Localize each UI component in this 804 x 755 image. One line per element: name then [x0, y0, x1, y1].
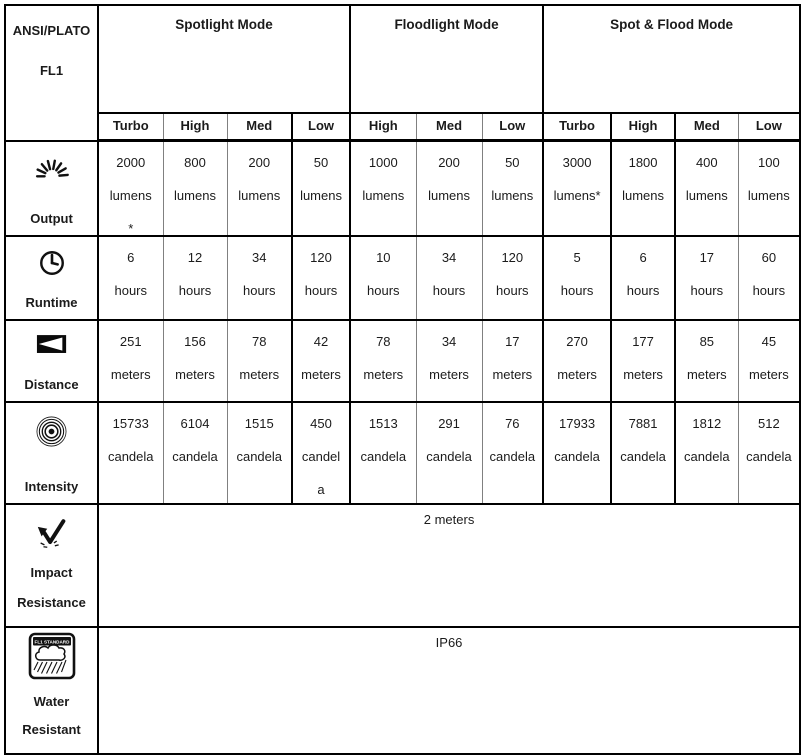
row-label-runtime — [5, 236, 98, 320]
spec-cell: 17 hours — [675, 236, 738, 320]
spec-cell: 85 meters — [675, 320, 738, 402]
spec-cell: 78 meters — [227, 320, 292, 402]
spec-cell: 7881 candela — [611, 402, 675, 504]
fl1-badge-label: FL1 STANDARD — [34, 639, 70, 644]
spec-cell: 6 hours — [611, 236, 675, 320]
corner-title — [6, 6, 97, 139]
corner-line-1: ANSI/PLATO — [6, 14, 97, 54]
row-label: Runtime — [26, 295, 78, 310]
spec-cell: 1000 lumens — [350, 141, 416, 237]
spec-cell: 34 meters — [416, 320, 482, 402]
runtime-row — [5, 236, 800, 320]
row-label-impact — [5, 504, 98, 627]
water-resistant-icon — [28, 632, 76, 680]
row-label: Distance — [24, 377, 78, 392]
level-header: High — [350, 113, 416, 141]
spec-cell: 800 lumens — [163, 141, 227, 237]
spec-cell: 15733 candela — [98, 402, 163, 504]
water-value-cell — [98, 627, 800, 754]
spec-cell: 5 hours — [543, 236, 611, 320]
spec-cell: 200 lumens — [227, 141, 292, 237]
spec-cell: 45 meters — [738, 320, 800, 402]
spec-cell: 6 hours — [98, 236, 163, 320]
row-label-distance — [5, 320, 98, 402]
spec-cell: 34 hours — [227, 236, 292, 320]
beam-distance-icon — [36, 333, 68, 356]
level-header: Low — [292, 113, 350, 141]
spec-cell: 177 meters — [611, 320, 675, 402]
light-rays-icon — [34, 154, 70, 180]
row-label: Resistance — [17, 595, 86, 610]
spec-cell: 1812 candela — [675, 402, 738, 504]
row-label: Intensity — [25, 479, 78, 494]
spec-cell: 42 meters — [292, 320, 350, 402]
level-header-row — [5, 113, 800, 141]
row-label: Impact — [31, 565, 73, 580]
spec-cell: 6104 candela — [163, 402, 227, 504]
spec-cell: 17 meters — [482, 320, 543, 402]
spec-cell: 12 hours — [163, 236, 227, 320]
spec-cell: 2000 lumens * — [98, 141, 163, 237]
mode-header-row — [5, 5, 800, 113]
impact-value-cell — [98, 504, 800, 627]
spec-cell: 120 hours — [482, 236, 543, 320]
spec-cell: 34 hours — [416, 236, 482, 320]
level-header: Med — [675, 113, 738, 141]
impact-row — [5, 504, 800, 627]
spec-cell: 291 candela — [416, 402, 482, 504]
fl1-spec-table — [4, 4, 801, 755]
spec-cell: 400 lumens — [675, 141, 738, 237]
spec-cell: 270 meters — [543, 320, 611, 402]
level-header: Low — [738, 113, 800, 141]
level-header: High — [163, 113, 227, 141]
row-label: Water — [34, 694, 70, 709]
spec-cell: 1800 lumens — [611, 141, 675, 237]
distance-row — [5, 320, 800, 402]
mode-header-spot-and-flood: Spot & Flood Mode — [543, 5, 800, 113]
level-header: Med — [416, 113, 482, 141]
spec-cell: 450 candel a — [292, 402, 350, 504]
water-value: IP66 — [99, 628, 799, 753]
row-label-intensity — [5, 402, 98, 504]
output-row — [5, 141, 800, 237]
row-label: Output — [30, 211, 73, 226]
spec-cell: 156 meters — [163, 320, 227, 402]
water-row — [5, 627, 800, 754]
spec-cell: 78 meters — [350, 320, 416, 402]
spec-cell: 100 lumens — [738, 141, 800, 237]
impact-resistance-icon — [34, 517, 70, 550]
corner-cell — [5, 5, 98, 141]
corner-line-2: FL1 — [6, 54, 97, 94]
level-header: Med — [227, 113, 292, 141]
level-header: Turbo — [98, 113, 163, 141]
spec-cell: 512 candela — [738, 402, 800, 504]
clock-icon — [38, 249, 66, 277]
spec-cell: 1513 candela — [350, 402, 416, 504]
mode-header-floodlight: Floodlight Mode — [350, 5, 543, 113]
spec-cell: 76 candela — [482, 402, 543, 504]
impact-value: 2 meters — [99, 505, 799, 626]
spec-cell: 50 lumens — [482, 141, 543, 237]
spec-cell: 50 lumens — [292, 141, 350, 237]
spec-cell: 1515 candela — [227, 402, 292, 504]
spec-cell: 60 hours — [738, 236, 800, 320]
level-header: Low — [482, 113, 543, 141]
row-label: Resistant — [22, 722, 81, 737]
spec-cell: 251 meters — [98, 320, 163, 402]
peak-intensity-icon — [35, 415, 68, 448]
level-header: High — [611, 113, 675, 141]
spec-cell: 3000 lumens* — [543, 141, 611, 237]
mode-header-spotlight: Spotlight Mode — [98, 5, 350, 113]
spec-cell: 120 hours — [292, 236, 350, 320]
spec-cell: 10 hours — [350, 236, 416, 320]
level-header: Turbo — [543, 113, 611, 141]
row-label-water — [5, 627, 98, 754]
spec-cell: 17933 candela — [543, 402, 611, 504]
intensity-row — [5, 402, 800, 504]
spec-cell: 200 lumens — [416, 141, 482, 237]
row-label-output — [5, 141, 98, 237]
